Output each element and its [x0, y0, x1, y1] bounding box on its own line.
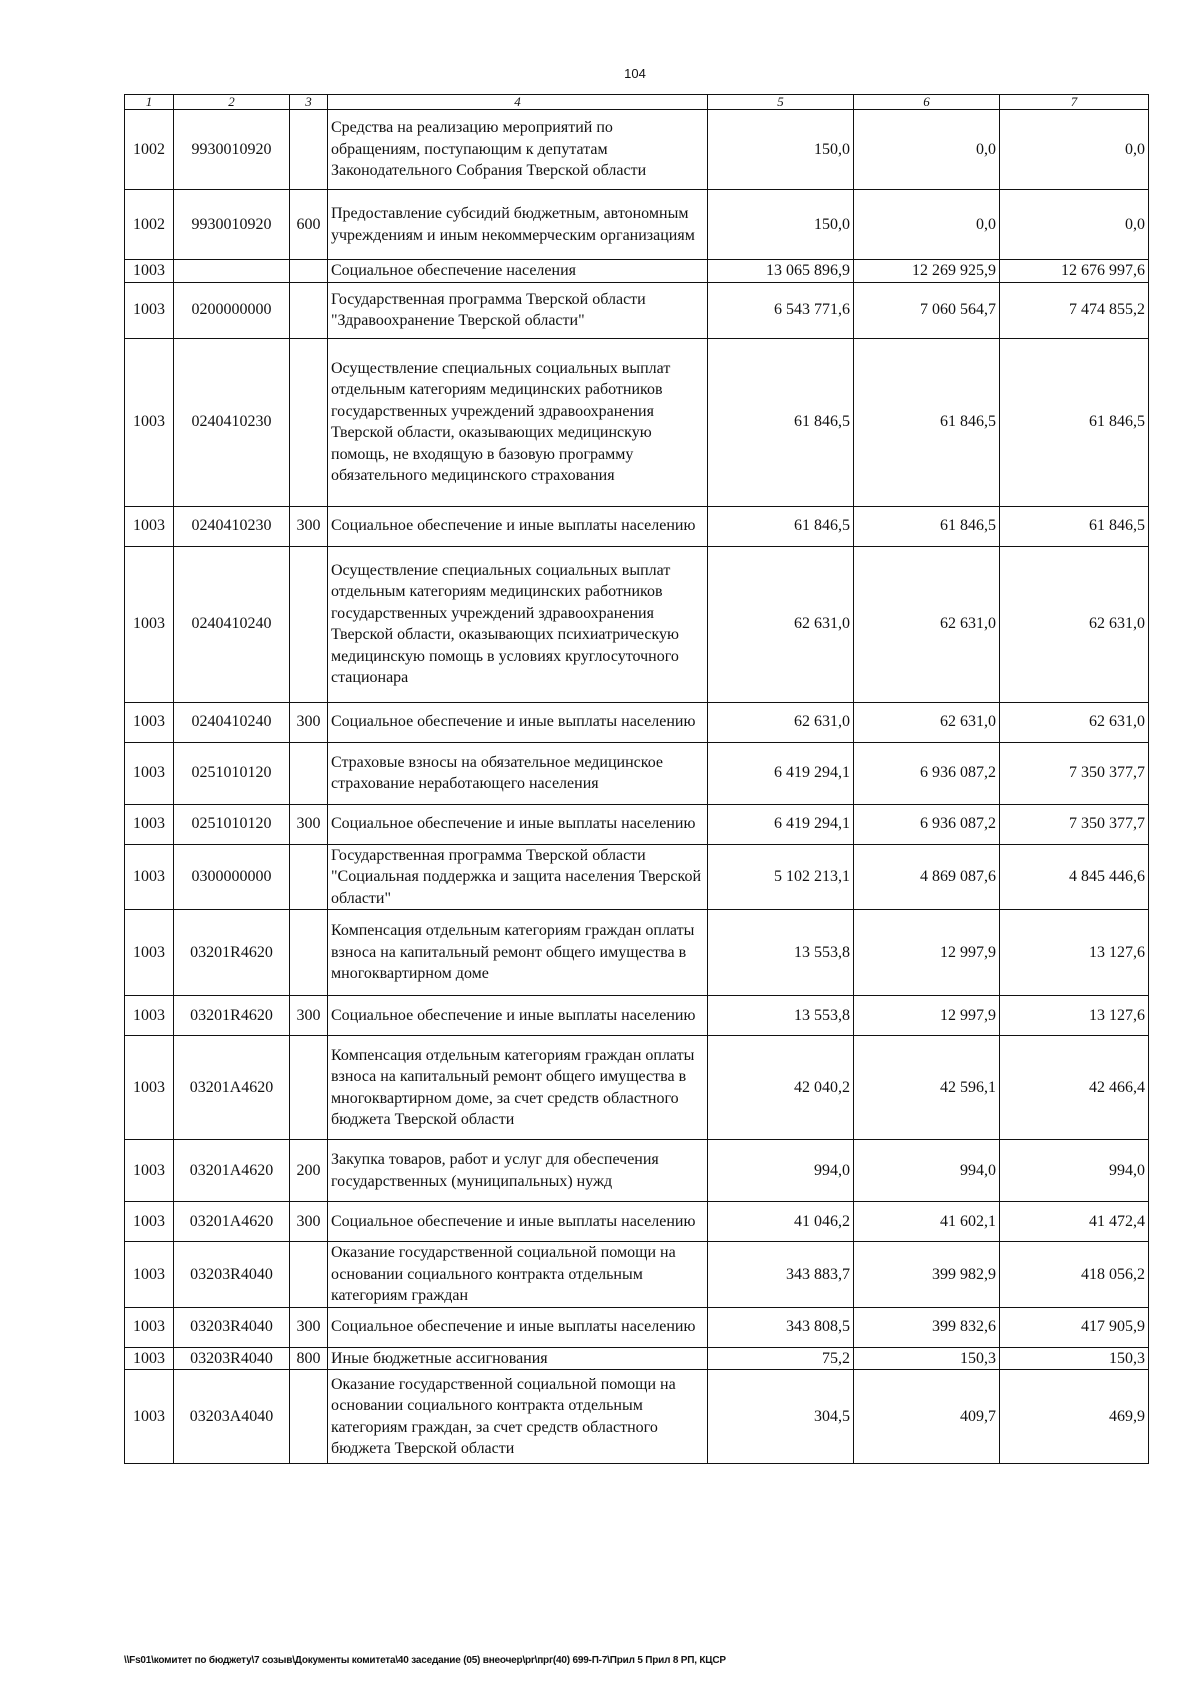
amount-year-3: 42 466,4 [1000, 1036, 1149, 1140]
target-article-code: 0240410230 [174, 338, 290, 506]
amount-year-1: 150,0 [708, 110, 854, 190]
amount-year-3: 994,0 [1000, 1140, 1149, 1202]
table-row [125, 996, 1149, 1036]
amount-year-3: 13 127,6 [1000, 910, 1149, 996]
target-article-code [174, 260, 290, 283]
section-code: 1003 [125, 1307, 174, 1347]
amount-year-1: 75,2 [708, 1347, 854, 1370]
item-name: Социальное обеспечение и иные выплаты населению [328, 702, 708, 742]
section-code: 1003 [125, 702, 174, 742]
amount-year-3: 41 472,4 [1000, 1202, 1149, 1242]
amount-year-2: 12 997,9 [854, 996, 1000, 1036]
item-name: Средства на реализацию мероприятий по обращениям, поступающим к депутатам Законодательного Собрания Тверской области [328, 110, 708, 190]
amount-year-2: 62 631,0 [854, 702, 1000, 742]
amount-year-3: 7 350 377,7 [1000, 804, 1149, 844]
amount-year-1: 304,5 [708, 1370, 854, 1464]
amount-year-3: 13 127,6 [1000, 996, 1149, 1036]
section-code: 1003 [125, 742, 174, 804]
item-name: Социальное обеспечение населения [328, 260, 708, 283]
amount-year-1: 62 631,0 [708, 702, 854, 742]
expense-type-code [290, 338, 328, 506]
amount-year-3: 61 846,5 [1000, 506, 1149, 546]
expense-type-code: 300 [290, 996, 328, 1036]
table-row [125, 1036, 1149, 1140]
section-code: 1003 [125, 1140, 174, 1202]
section-code: 1003 [125, 1242, 174, 1308]
amount-year-3: 7 474 855,2 [1000, 282, 1149, 338]
amount-year-2: 6 936 087,2 [854, 742, 1000, 804]
expense-type-code [290, 1242, 328, 1308]
target-article-code: 0300000000 [174, 844, 290, 910]
header-col-2: 2 [174, 95, 290, 110]
target-article-code: 0251010120 [174, 742, 290, 804]
section-code: 1003 [125, 338, 174, 506]
table-row [125, 260, 1149, 283]
target-article-code: 03201A4620 [174, 1202, 290, 1242]
target-article-code: 03201R4620 [174, 910, 290, 996]
section-code: 1003 [125, 1347, 174, 1370]
amount-year-2: 12 269 925,9 [854, 260, 1000, 283]
section-code: 1003 [125, 1370, 174, 1464]
amount-year-2: 42 596,1 [854, 1036, 1000, 1140]
header-col-1: 1 [125, 95, 174, 110]
expense-type-code: 300 [290, 702, 328, 742]
section-code: 1003 [125, 804, 174, 844]
amount-year-3: 150,3 [1000, 1347, 1149, 1370]
amount-year-2: 994,0 [854, 1140, 1000, 1202]
item-name: Оказание государственной социальной помощи на основании социального контракта отдельным категориям граждан, за счет средств областного бюджета Тверской области [328, 1370, 708, 1464]
section-code: 1003 [125, 844, 174, 910]
section-code: 1003 [125, 910, 174, 996]
target-article-code: 9930010920 [174, 110, 290, 190]
section-code: 1003 [125, 996, 174, 1036]
item-name: Закупка товаров, работ и услуг для обеспечения государственных (муниципальных) нужд [328, 1140, 708, 1202]
section-code: 1003 [125, 1036, 174, 1140]
header-col-6: 6 [854, 95, 1000, 110]
target-article-code: 03203R4040 [174, 1347, 290, 1370]
target-article-code: 03201A4620 [174, 1036, 290, 1140]
amount-year-3: 4 845 446,6 [1000, 844, 1149, 910]
item-name: Государственная программа Тверской области "Здравоохранение Тверской области" [328, 282, 708, 338]
table-row [125, 506, 1149, 546]
table-row [125, 702, 1149, 742]
page-number: 104 [624, 66, 646, 81]
expense-type-code [290, 1036, 328, 1140]
item-name: Страховые взносы на обязательное медицинское страхование неработающего населения [328, 742, 708, 804]
expense-type-code: 300 [290, 1307, 328, 1347]
expense-type-code: 300 [290, 506, 328, 546]
table-row [125, 742, 1149, 804]
item-name: Социальное обеспечение и иные выплаты населению [328, 506, 708, 546]
target-article-code: 0251010120 [174, 804, 290, 844]
expense-type-code [290, 910, 328, 996]
amount-year-3: 61 846,5 [1000, 338, 1149, 506]
budget-table [124, 94, 1149, 1464]
table-header-row [125, 95, 1149, 110]
expense-type-code [290, 546, 328, 702]
section-code: 1002 [125, 190, 174, 260]
item-name: Социальное обеспечение и иные выплаты населению [328, 1307, 708, 1347]
expense-type-code [290, 1370, 328, 1464]
table-row [125, 546, 1149, 702]
target-article-code: 03203R4040 [174, 1307, 290, 1347]
amount-year-1: 61 846,5 [708, 506, 854, 546]
header-col-5: 5 [708, 95, 854, 110]
amount-year-1: 5 102 213,1 [708, 844, 854, 910]
item-name: Социальное обеспечение и иные выплаты населению [328, 804, 708, 844]
expense-type-code: 800 [290, 1347, 328, 1370]
amount-year-1: 61 846,5 [708, 338, 854, 506]
amount-year-2: 7 060 564,7 [854, 282, 1000, 338]
amount-year-1: 343 883,7 [708, 1242, 854, 1308]
table-row [125, 804, 1149, 844]
table-row [125, 1307, 1149, 1347]
header-col-4: 4 [328, 95, 708, 110]
expense-type-code: 300 [290, 804, 328, 844]
section-code: 1002 [125, 110, 174, 190]
table-row [125, 190, 1149, 260]
table-row [125, 110, 1149, 190]
item-name: Предоставление субсидий бюджетным, автономным учреждениям и иным некоммерческим организациям [328, 190, 708, 260]
item-name: Компенсация отдельным категориям граждан оплаты взноса на капитальный ремонт общего имущества в многоквартирном доме, за счет средств областного бюджета Тверской области [328, 1036, 708, 1140]
section-code: 1003 [125, 1202, 174, 1242]
table-row [125, 282, 1149, 338]
table-row [125, 844, 1149, 910]
target-article-code: 03203A4040 [174, 1370, 290, 1464]
amount-year-2: 61 846,5 [854, 506, 1000, 546]
amount-year-1: 6 419 294,1 [708, 804, 854, 844]
item-name: Государственная программа Тверской области "Социальная поддержка и защита населения Тверской области" [328, 844, 708, 910]
expense-type-code [290, 844, 328, 910]
amount-year-2: 41 602,1 [854, 1202, 1000, 1242]
target-article-code: 9930010920 [174, 190, 290, 260]
amount-year-3: 62 631,0 [1000, 702, 1149, 742]
amount-year-2: 409,7 [854, 1370, 1000, 1464]
section-code: 1003 [125, 506, 174, 546]
amount-year-2: 6 936 087,2 [854, 804, 1000, 844]
target-article-code: 0240410240 [174, 546, 290, 702]
expense-type-code [290, 742, 328, 804]
amount-year-2: 61 846,5 [854, 338, 1000, 506]
header-col-7: 7 [1000, 95, 1149, 110]
table-row [125, 1140, 1149, 1202]
table-row [125, 910, 1149, 996]
amount-year-2: 4 869 087,6 [854, 844, 1000, 910]
target-article-code: 03203R4040 [174, 1242, 290, 1308]
table-row [125, 1202, 1149, 1242]
table-row [125, 1370, 1149, 1464]
target-article-code: 03201R4620 [174, 996, 290, 1036]
header-col-3: 3 [290, 95, 328, 110]
amount-year-3: 417 905,9 [1000, 1307, 1149, 1347]
amount-year-3: 0,0 [1000, 110, 1149, 190]
item-name: Иные бюджетные ассигнования [328, 1347, 708, 1370]
item-name: Социальное обеспечение и иные выплаты населению [328, 1202, 708, 1242]
amount-year-1: 343 808,5 [708, 1307, 854, 1347]
target-article-code: 0240410230 [174, 506, 290, 546]
amount-year-1: 13 553,8 [708, 910, 854, 996]
table-row [125, 338, 1149, 506]
amount-year-2: 0,0 [854, 110, 1000, 190]
item-name: Осуществление специальных социальных выплат отдельным категориям медицинских работников государственных учреждений здравоохранения Тверской области, оказывающих медицинскую помощь, не входящую в базовую программу обязательного медицинского страхования [328, 338, 708, 506]
table-row [125, 1347, 1149, 1370]
amount-year-3: 62 631,0 [1000, 546, 1149, 702]
amount-year-1: 6 419 294,1 [708, 742, 854, 804]
amount-year-1: 994,0 [708, 1140, 854, 1202]
section-code: 1003 [125, 260, 174, 283]
amount-year-3: 469,9 [1000, 1370, 1149, 1464]
item-name: Оказание государственной социальной помощи на основании социального контракта отдельным категориям граждан [328, 1242, 708, 1308]
amount-year-3: 7 350 377,7 [1000, 742, 1149, 804]
expense-type-code [290, 110, 328, 190]
amount-year-1: 13 065 896,9 [708, 260, 854, 283]
amount-year-1: 62 631,0 [708, 546, 854, 702]
expense-type-code: 600 [290, 190, 328, 260]
amount-year-1: 42 040,2 [708, 1036, 854, 1140]
table-row [125, 1242, 1149, 1308]
amount-year-1: 13 553,8 [708, 996, 854, 1036]
item-name: Осуществление специальных социальных выплат отдельным категориям медицинских работников государственных учреждений здравоохранения Тверской области, оказывающих психиатрическую медицинскую помощь в условиях круглосуточного стационара [328, 546, 708, 702]
amount-year-2: 150,3 [854, 1347, 1000, 1370]
amount-year-1: 150,0 [708, 190, 854, 260]
amount-year-3: 418 056,2 [1000, 1242, 1149, 1308]
target-article-code: 03201A4620 [174, 1140, 290, 1202]
expense-type-code [290, 260, 328, 283]
expense-type-code: 200 [290, 1140, 328, 1202]
item-name: Компенсация отдельным категориям граждан оплаты взноса на капитальный ремонт общего имущества в многоквартирном доме [328, 910, 708, 996]
target-article-code: 0240410240 [174, 702, 290, 742]
amount-year-3: 12 676 997,6 [1000, 260, 1149, 283]
expense-type-code: 300 [290, 1202, 328, 1242]
amount-year-1: 6 543 771,6 [708, 282, 854, 338]
amount-year-2: 12 997,9 [854, 910, 1000, 996]
expense-type-code [290, 282, 328, 338]
amount-year-2: 399 982,9 [854, 1242, 1000, 1308]
amount-year-1: 41 046,2 [708, 1202, 854, 1242]
section-code: 1003 [125, 282, 174, 338]
footer-file-path: \\Fs01\комитет по бюджету\7 созыв\Документы комитета\40 заседание (05) внеочер\pr\прг(40) 699-П-7\Прил 5 Прил 8 РП, КЦСР [124, 1655, 726, 1666]
amount-year-3: 0,0 [1000, 190, 1149, 260]
section-code: 1003 [125, 546, 174, 702]
amount-year-2: 0,0 [854, 190, 1000, 260]
target-article-code: 0200000000 [174, 282, 290, 338]
item-name: Социальное обеспечение и иные выплаты населению [328, 996, 708, 1036]
amount-year-2: 62 631,0 [854, 546, 1000, 702]
amount-year-2: 399 832,6 [854, 1307, 1000, 1347]
